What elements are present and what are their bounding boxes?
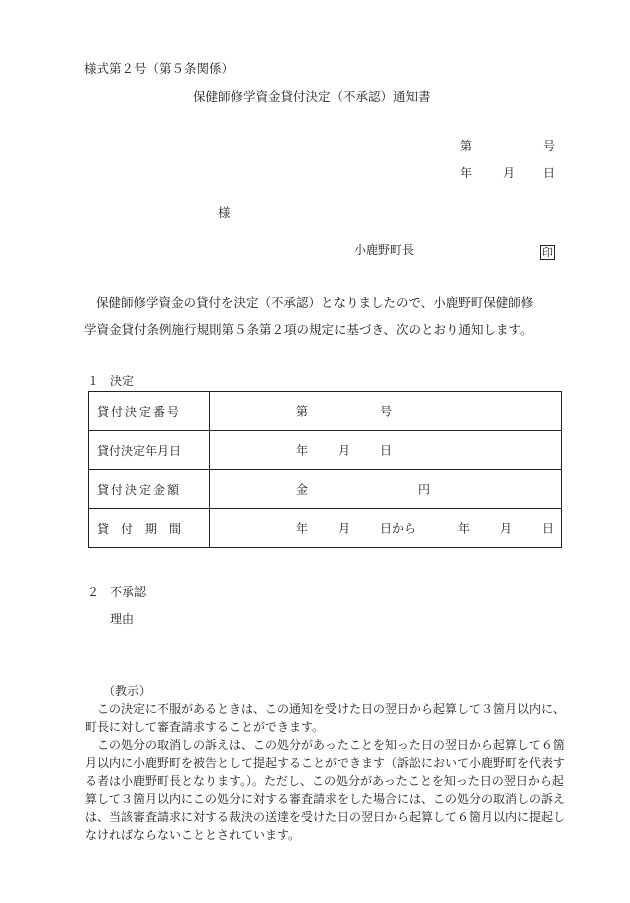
decision-table (88, 391, 562, 548)
loan-amount-kin: 金 (296, 482, 309, 497)
document-title: 保健師修学資金貸付決定（不承認）通知書 (193, 89, 431, 104)
period-end-year: 年 (458, 521, 471, 536)
label-loan-number: 貸付決定番号 (89, 392, 210, 431)
period-start-year: 年 (296, 521, 309, 536)
table-row-date (89, 431, 562, 470)
doc-number-dai: 第 (460, 139, 473, 153)
body-line-2: 学資金貸付条例施行規則第５条第２項の規定に基づき、次のとおり通知します。 (84, 322, 533, 337)
doc-number-go: 号 (543, 139, 556, 153)
doc-date-month: 月 (503, 166, 516, 180)
section2-heading: 不承認 (110, 585, 147, 599)
loan-date-year: 年 (296, 443, 309, 458)
value-loan-period (210, 509, 562, 548)
period-start-month: 月 (338, 521, 351, 536)
loan-amount-en: 円 (418, 482, 431, 497)
notice-paragraph-2: この処分の取消しの訴えは、この処分があったことを知った日の翌日から起算して６箇月以内に小鹿野町を被告として提起することができます（訴訟において小鹿野町を代表する者は小鹿野町長となります。）。ただし、この処分があったことを知った日の翌日から起算して３箇月以内にこの処分に対する審査請求をした場合には、この処分の取消しの訴えは、当該審査請求に対する裁決の送達を受けた日の翌日から起算して６箇月以内に提起しなければならないこととされています。 (85, 738, 566, 842)
period-start-day: 日から (380, 521, 417, 536)
seal-mark (540, 241, 555, 260)
label-loan-period: 貸付期間 (89, 509, 210, 548)
seal-label: 印 (542, 246, 553, 259)
value-loan-date (210, 431, 562, 470)
doc-date-year: 年 (460, 166, 473, 180)
doc-date-day: 日 (543, 166, 556, 180)
value-loan-number (210, 392, 562, 431)
notice-paragraph-1: この決定に不服があるときは、この通知を受けた日の翌日から起算して３箇月以内に、町長に対して審査請求することができます。 (85, 702, 566, 734)
table-row-number (89, 392, 562, 431)
section1-number: １ (87, 374, 100, 388)
body-line-1: 保健師修学資金の貸付を決定（不承認）となりましたので、小鹿野町保健師修 (96, 295, 534, 310)
appeal-notice (85, 682, 575, 844)
period-end-month: 月 (500, 521, 513, 536)
value-loan-amount (210, 470, 562, 509)
table-row-amount (89, 470, 562, 509)
section1-heading: 決定 (110, 374, 135, 388)
label-loan-amount: 貸付決定金額 (89, 470, 210, 509)
loan-date-day: 日 (380, 443, 393, 458)
period-end-day: 日 (542, 521, 555, 536)
loan-number-dai: 第 (296, 404, 309, 419)
reason-label: 理由 (110, 612, 135, 626)
form-number: 様式第２号（第５条関係） (84, 61, 235, 76)
section2-number: ２ (87, 585, 100, 599)
label-loan-date: 貸付決定年月日 (89, 431, 210, 470)
notice-title: （教示） (103, 684, 152, 698)
addressee-sama: 様 (218, 205, 231, 220)
loan-date-month: 月 (338, 443, 351, 458)
table-row-period (89, 509, 562, 548)
issuer-name: 小鹿野町長 (354, 243, 415, 257)
loan-number-go: 号 (380, 404, 393, 419)
